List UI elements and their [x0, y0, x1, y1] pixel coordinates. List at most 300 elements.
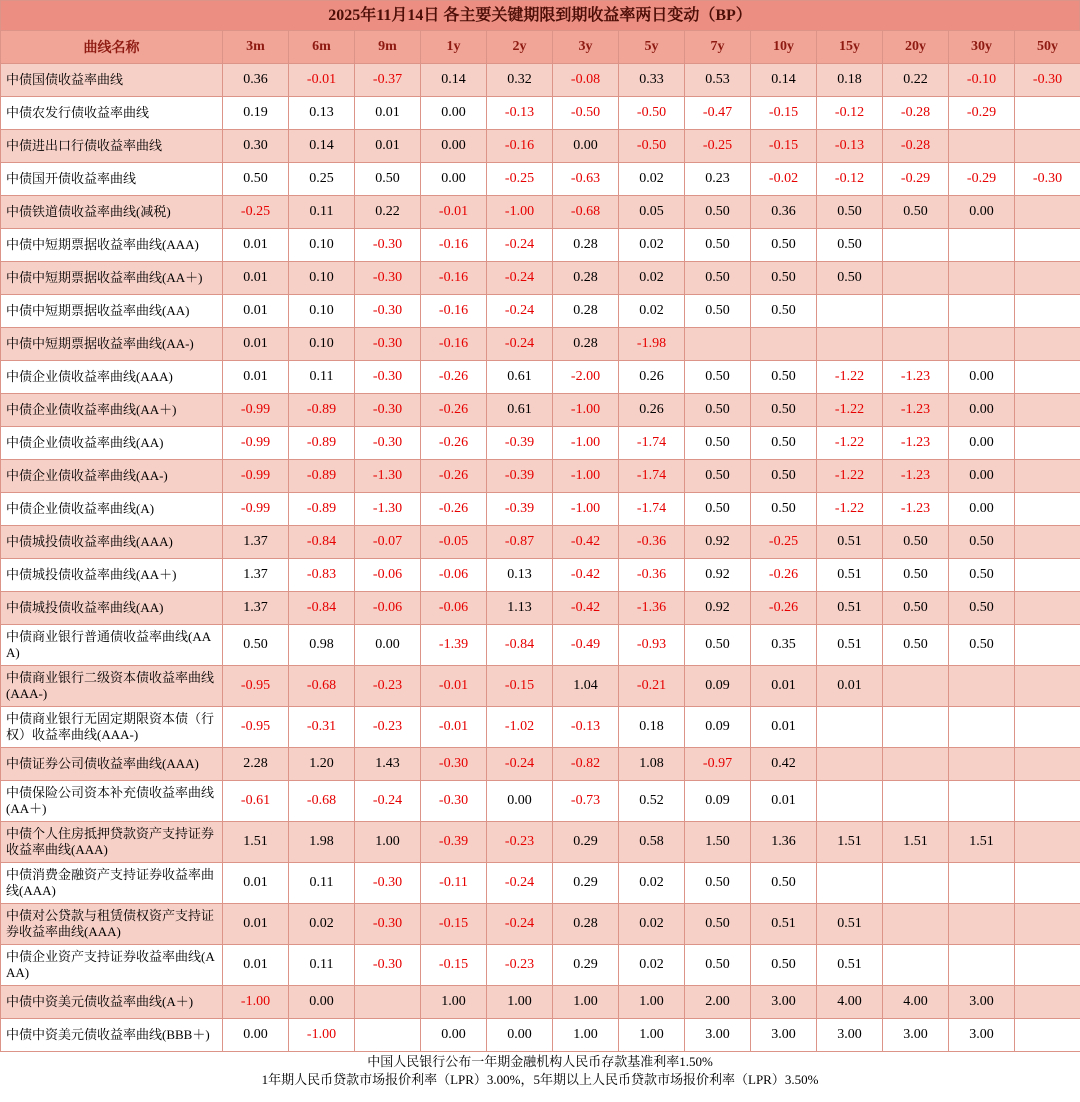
value-cell: -0.84 [289, 592, 355, 625]
value-cell [883, 748, 949, 781]
value-cell: -0.84 [289, 526, 355, 559]
value-cell: -0.42 [553, 592, 619, 625]
value-cell: 0.36 [223, 64, 289, 97]
table-row [1, 394, 1080, 427]
value-cell: -0.26 [421, 460, 487, 493]
value-cell: 0.00 [949, 493, 1015, 526]
value-cell: -0.06 [421, 559, 487, 592]
table-row [1, 1019, 1080, 1052]
header-tenor-1y: 1y [421, 31, 487, 64]
value-cell: -0.99 [223, 427, 289, 460]
value-cell: 1.00 [619, 986, 685, 1019]
value-cell [1015, 229, 1080, 262]
value-cell [1015, 493, 1080, 526]
value-cell [1015, 295, 1080, 328]
value-cell: -0.11 [421, 863, 487, 904]
value-cell: 0.02 [619, 229, 685, 262]
value-cell: -0.42 [553, 559, 619, 592]
value-cell: -1.00 [487, 196, 553, 229]
value-cell: -1.02 [487, 707, 553, 748]
value-cell: -0.16 [421, 328, 487, 361]
value-cell [817, 863, 883, 904]
value-cell: -0.15 [421, 904, 487, 945]
value-cell: -0.13 [553, 707, 619, 748]
value-cell: -0.06 [421, 592, 487, 625]
value-cell: -1.00 [553, 460, 619, 493]
value-cell [1015, 328, 1080, 361]
value-cell [1015, 526, 1080, 559]
value-cell: 0.32 [487, 64, 553, 97]
value-cell: 0.50 [883, 196, 949, 229]
table-row [1, 822, 1080, 863]
value-cell: -0.25 [223, 196, 289, 229]
value-cell: 0.01 [223, 361, 289, 394]
header-tenor-2y: 2y [487, 31, 553, 64]
value-cell: 0.28 [553, 229, 619, 262]
footer-note-lpr-rate: 1年期人民币贷款市场报价利率（LPR）3.00%，5年期以上人民币贷款市场报价利率（LPR）3.50% [261, 1072, 819, 1087]
value-cell: 0.22 [355, 196, 421, 229]
value-cell: -0.02 [751, 163, 817, 196]
value-cell [817, 707, 883, 748]
value-cell: -0.29 [883, 163, 949, 196]
value-cell: 0.22 [883, 64, 949, 97]
value-cell: -0.83 [289, 559, 355, 592]
value-cell: 0.29 [553, 945, 619, 986]
value-cell: -0.37 [355, 64, 421, 97]
value-cell: 0.50 [949, 559, 1015, 592]
value-cell: 0.02 [619, 163, 685, 196]
value-cell: 0.61 [487, 394, 553, 427]
value-cell: 0.58 [619, 822, 685, 863]
value-cell: 0.92 [685, 526, 751, 559]
value-cell [1015, 460, 1080, 493]
value-cell: -0.16 [421, 295, 487, 328]
value-cell: -0.26 [421, 394, 487, 427]
table-body [1, 64, 1080, 1052]
value-cell: -0.26 [421, 493, 487, 526]
value-cell: 0.18 [817, 64, 883, 97]
table-row [1, 904, 1080, 945]
value-cell: -0.25 [751, 526, 817, 559]
value-cell [1015, 394, 1080, 427]
value-cell: -0.30 [355, 945, 421, 986]
value-cell: -0.01 [421, 707, 487, 748]
value-cell [1015, 781, 1080, 822]
value-cell: 0.50 [751, 945, 817, 986]
value-cell: 0.10 [289, 262, 355, 295]
value-cell [1015, 262, 1080, 295]
value-cell: 0.01 [223, 262, 289, 295]
value-cell [883, 863, 949, 904]
value-cell: 0.50 [751, 493, 817, 526]
value-cell: 0.00 [949, 361, 1015, 394]
header-tenor-6m: 6m [289, 31, 355, 64]
value-cell: -1.39 [421, 625, 487, 666]
curve-name-cell: 中债进出口行债收益率曲线 [1, 130, 223, 163]
value-cell: 0.28 [553, 262, 619, 295]
value-cell: -1.22 [817, 460, 883, 493]
value-cell: 0.51 [751, 904, 817, 945]
value-cell: -1.22 [817, 427, 883, 460]
value-cell: 3.00 [949, 986, 1015, 1019]
value-cell: -0.30 [421, 781, 487, 822]
value-cell: 0.50 [685, 493, 751, 526]
curve-name-cell: 中债中短期票据收益率曲线(AA-) [1, 328, 223, 361]
value-cell [1015, 361, 1080, 394]
header-curve-name: 曲线名称 [1, 31, 223, 64]
value-cell: 0.50 [751, 863, 817, 904]
value-cell: 1.50 [685, 822, 751, 863]
value-cell: 0.00 [355, 625, 421, 666]
value-cell [1015, 1019, 1080, 1052]
value-cell: 0.19 [223, 97, 289, 130]
value-cell: 0.50 [685, 394, 751, 427]
curve-name-cell: 中债中短期票据收益率曲线(AA) [1, 295, 223, 328]
value-cell: -0.39 [487, 493, 553, 526]
value-cell: -0.10 [949, 64, 1015, 97]
value-cell: 0.50 [883, 559, 949, 592]
table-row [1, 666, 1080, 707]
value-cell: 1.00 [553, 986, 619, 1019]
value-cell: 0.50 [949, 625, 1015, 666]
curve-name-cell: 中债企业债收益率曲线(AA-) [1, 460, 223, 493]
value-cell: 0.00 [223, 1019, 289, 1052]
value-cell: 1.51 [949, 822, 1015, 863]
curve-name-cell: 中债保险公司资本补充债收益率曲线(AA＋) [1, 781, 223, 822]
value-cell: -1.74 [619, 427, 685, 460]
value-cell: 0.10 [289, 295, 355, 328]
value-cell: 0.14 [751, 64, 817, 97]
value-cell: -0.25 [685, 130, 751, 163]
value-cell: 0.01 [223, 904, 289, 945]
table-row [1, 493, 1080, 526]
table-row [1, 262, 1080, 295]
value-cell: 0.11 [289, 863, 355, 904]
value-cell: -0.61 [223, 781, 289, 822]
value-cell [949, 229, 1015, 262]
value-cell: -0.95 [223, 666, 289, 707]
value-cell: -1.30 [355, 493, 421, 526]
value-cell: -0.24 [487, 904, 553, 945]
value-cell: 0.01 [223, 863, 289, 904]
value-cell: -0.68 [289, 666, 355, 707]
value-cell: -0.50 [553, 97, 619, 130]
value-cell: 0.50 [685, 262, 751, 295]
value-cell: 0.26 [619, 394, 685, 427]
value-cell: 0.00 [289, 986, 355, 1019]
curve-name-cell: 中债农发行债收益率曲线 [1, 97, 223, 130]
curve-name-cell: 中债企业债收益率曲线(AA＋) [1, 394, 223, 427]
value-cell: -1.22 [817, 394, 883, 427]
value-cell [1015, 986, 1080, 1019]
curve-name-cell: 中债中短期票据收益率曲线(AA＋) [1, 262, 223, 295]
header-tenor-15y: 15y [817, 31, 883, 64]
value-cell: 0.01 [223, 328, 289, 361]
curve-name-cell: 中债商业银行二级资本债收益率曲线(AAA-) [1, 666, 223, 707]
value-cell: -0.15 [751, 97, 817, 130]
value-cell [355, 986, 421, 1019]
value-cell: -0.30 [355, 262, 421, 295]
value-cell: 0.50 [751, 295, 817, 328]
table-row [1, 229, 1080, 262]
value-cell: -0.47 [685, 97, 751, 130]
value-cell [1015, 945, 1080, 986]
value-cell: -0.07 [355, 526, 421, 559]
value-cell: -0.82 [553, 748, 619, 781]
header-tenor-50y: 50y [1015, 31, 1080, 64]
value-cell: 3.00 [685, 1019, 751, 1052]
yield-table [0, 30, 1080, 1052]
value-cell [1015, 97, 1080, 130]
value-cell: -0.13 [817, 130, 883, 163]
value-cell: 4.00 [817, 986, 883, 1019]
value-cell [949, 748, 1015, 781]
table-row [1, 526, 1080, 559]
value-cell [883, 904, 949, 945]
value-cell: -0.30 [355, 361, 421, 394]
value-cell: -1.23 [883, 427, 949, 460]
value-cell: -0.30 [355, 229, 421, 262]
value-cell: -0.30 [1015, 64, 1080, 97]
value-cell: 0.50 [685, 863, 751, 904]
value-cell: 0.02 [619, 262, 685, 295]
value-cell: -0.73 [553, 781, 619, 822]
table-row [1, 945, 1080, 986]
value-cell [949, 863, 1015, 904]
value-cell: 0.50 [751, 229, 817, 262]
value-cell [685, 328, 751, 361]
value-cell: -0.39 [487, 427, 553, 460]
curve-name-cell: 中债个人住房抵押贷款资产支持证券收益率曲线(AAA) [1, 822, 223, 863]
page-title: 2025年11月14日 各主要关键期限到期收益率两日变动（BP） [0, 0, 1080, 30]
curve-name-cell: 中债商业银行普通债收益率曲线(AAA) [1, 625, 223, 666]
value-cell: 0.02 [619, 863, 685, 904]
value-cell: 1.37 [223, 559, 289, 592]
value-cell: -0.24 [487, 328, 553, 361]
value-cell: 0.28 [553, 904, 619, 945]
value-cell: 0.51 [817, 945, 883, 986]
value-cell: 1.08 [619, 748, 685, 781]
value-cell: 0.50 [883, 592, 949, 625]
value-cell: 0.09 [685, 781, 751, 822]
curve-name-cell: 中债中资美元债收益率曲线(A＋) [1, 986, 223, 1019]
value-cell: -0.06 [355, 592, 421, 625]
value-cell: 1.51 [817, 822, 883, 863]
value-cell: 0.02 [619, 904, 685, 945]
value-cell: 0.50 [685, 229, 751, 262]
header-tenor-3y: 3y [553, 31, 619, 64]
header-tenor-3m: 3m [223, 31, 289, 64]
value-cell [751, 328, 817, 361]
value-cell: 0.14 [289, 130, 355, 163]
curve-name-cell: 中债企业债收益率曲线(AA) [1, 427, 223, 460]
value-cell [883, 229, 949, 262]
value-cell: -0.26 [751, 592, 817, 625]
value-cell: 0.01 [223, 229, 289, 262]
value-cell: -0.39 [487, 460, 553, 493]
table-row [1, 781, 1080, 822]
value-cell: 0.00 [421, 130, 487, 163]
value-cell: 1.98 [289, 822, 355, 863]
value-cell: 1.13 [487, 592, 553, 625]
value-cell: 1.51 [223, 822, 289, 863]
curve-name-cell: 中债企业资产支持证券收益率曲线(AAA) [1, 945, 223, 986]
value-cell: 0.50 [685, 460, 751, 493]
header-tenor-5y: 5y [619, 31, 685, 64]
value-cell: 1.37 [223, 592, 289, 625]
value-cell: 0.18 [619, 707, 685, 748]
value-cell: -1.98 [619, 328, 685, 361]
value-cell: -2.00 [553, 361, 619, 394]
value-cell [1015, 625, 1080, 666]
value-cell: 0.92 [685, 592, 751, 625]
header-tenor-9m: 9m [355, 31, 421, 64]
table-row [1, 64, 1080, 97]
value-cell: 0.50 [685, 427, 751, 460]
value-cell: 0.01 [751, 781, 817, 822]
value-cell: -1.74 [619, 493, 685, 526]
value-cell: 0.50 [685, 196, 751, 229]
value-cell [355, 1019, 421, 1052]
value-cell [1015, 904, 1080, 945]
table-row [1, 361, 1080, 394]
value-cell: 3.00 [949, 1019, 1015, 1052]
value-cell: 0.50 [949, 592, 1015, 625]
value-cell [1015, 863, 1080, 904]
value-cell: -0.87 [487, 526, 553, 559]
value-cell: 0.50 [751, 427, 817, 460]
value-cell: -1.00 [553, 394, 619, 427]
value-cell: -0.16 [421, 262, 487, 295]
value-cell: 0.09 [685, 707, 751, 748]
value-cell: 0.35 [751, 625, 817, 666]
value-cell: -1.00 [553, 493, 619, 526]
value-cell: 0.05 [619, 196, 685, 229]
value-cell: 0.53 [685, 64, 751, 97]
value-cell: -1.30 [355, 460, 421, 493]
value-cell: -0.25 [487, 163, 553, 196]
value-cell: 0.29 [553, 863, 619, 904]
value-cell: -0.93 [619, 625, 685, 666]
value-cell: 3.00 [751, 986, 817, 1019]
value-cell [1015, 822, 1080, 863]
value-cell: 0.52 [619, 781, 685, 822]
value-cell: 1.00 [487, 986, 553, 1019]
table-row [1, 328, 1080, 361]
value-cell: -1.23 [883, 460, 949, 493]
value-cell: 1.04 [553, 666, 619, 707]
value-cell: 0.00 [487, 1019, 553, 1052]
value-cell [1015, 666, 1080, 707]
value-cell: 0.50 [751, 460, 817, 493]
value-cell: -0.12 [817, 97, 883, 130]
table-row [1, 559, 1080, 592]
value-cell: 0.01 [817, 666, 883, 707]
value-cell [1015, 707, 1080, 748]
value-cell: 1.43 [355, 748, 421, 781]
value-cell: 0.23 [685, 163, 751, 196]
value-cell: 0.00 [949, 427, 1015, 460]
value-cell: 0.61 [487, 361, 553, 394]
table-row [1, 196, 1080, 229]
value-cell: 3.00 [883, 1019, 949, 1052]
curve-name-cell: 中债商业银行无固定期限资本债（行权）收益率曲线(AAA-) [1, 707, 223, 748]
value-cell: -0.99 [223, 493, 289, 526]
value-cell: -0.49 [553, 625, 619, 666]
value-cell: 0.28 [553, 328, 619, 361]
table-row [1, 163, 1080, 196]
value-cell: 0.00 [949, 460, 1015, 493]
value-cell [949, 781, 1015, 822]
value-cell: 0.50 [685, 625, 751, 666]
table-row [1, 592, 1080, 625]
value-cell: -0.68 [553, 196, 619, 229]
value-cell: -0.23 [487, 945, 553, 986]
value-cell: 1.00 [355, 822, 421, 863]
value-cell: 1.00 [553, 1019, 619, 1052]
value-cell: 1.36 [751, 822, 817, 863]
table-header [1, 31, 1080, 64]
value-cell [883, 262, 949, 295]
value-cell: 2.28 [223, 748, 289, 781]
header-row [1, 31, 1080, 64]
value-cell: -0.15 [751, 130, 817, 163]
value-cell: -0.06 [355, 559, 421, 592]
value-cell [1015, 748, 1080, 781]
value-cell: 0.50 [223, 163, 289, 196]
value-cell: 0.00 [421, 163, 487, 196]
value-cell: -0.30 [355, 295, 421, 328]
value-cell: 0.01 [355, 130, 421, 163]
value-cell: 0.00 [949, 394, 1015, 427]
value-cell: -1.23 [883, 394, 949, 427]
value-cell: 0.50 [817, 262, 883, 295]
value-cell: -0.21 [619, 666, 685, 707]
footer-note-deposit-rate: 中国人民银行公布一年期金融机构人民币存款基准利率1.50% [367, 1054, 713, 1069]
value-cell: -0.31 [289, 707, 355, 748]
value-cell: 0.02 [619, 295, 685, 328]
value-cell: 0.11 [289, 196, 355, 229]
value-cell: -0.26 [751, 559, 817, 592]
value-cell: -0.24 [487, 748, 553, 781]
table-row [1, 97, 1080, 130]
curve-name-cell: 中债铁道债收益率曲线(减税) [1, 196, 223, 229]
value-cell: -0.89 [289, 427, 355, 460]
curve-name-cell: 中债中资美元债收益率曲线(BBB＋) [1, 1019, 223, 1052]
value-cell: 0.13 [289, 97, 355, 130]
value-cell [883, 707, 949, 748]
value-cell: -0.30 [355, 863, 421, 904]
value-cell [883, 945, 949, 986]
value-cell: 0.14 [421, 64, 487, 97]
value-cell: 0.98 [289, 625, 355, 666]
value-cell [949, 707, 1015, 748]
table-row [1, 986, 1080, 1019]
value-cell: -0.99 [223, 460, 289, 493]
value-cell: 0.01 [751, 707, 817, 748]
value-cell: 0.10 [289, 328, 355, 361]
value-cell: 0.30 [223, 130, 289, 163]
value-cell: 0.50 [883, 526, 949, 559]
value-cell: -1.74 [619, 460, 685, 493]
value-cell: -0.30 [1015, 163, 1080, 196]
value-cell: 0.00 [487, 781, 553, 822]
value-cell [817, 748, 883, 781]
value-cell [883, 666, 949, 707]
value-cell: 0.51 [817, 904, 883, 945]
value-cell: 0.01 [223, 945, 289, 986]
value-cell [817, 295, 883, 328]
